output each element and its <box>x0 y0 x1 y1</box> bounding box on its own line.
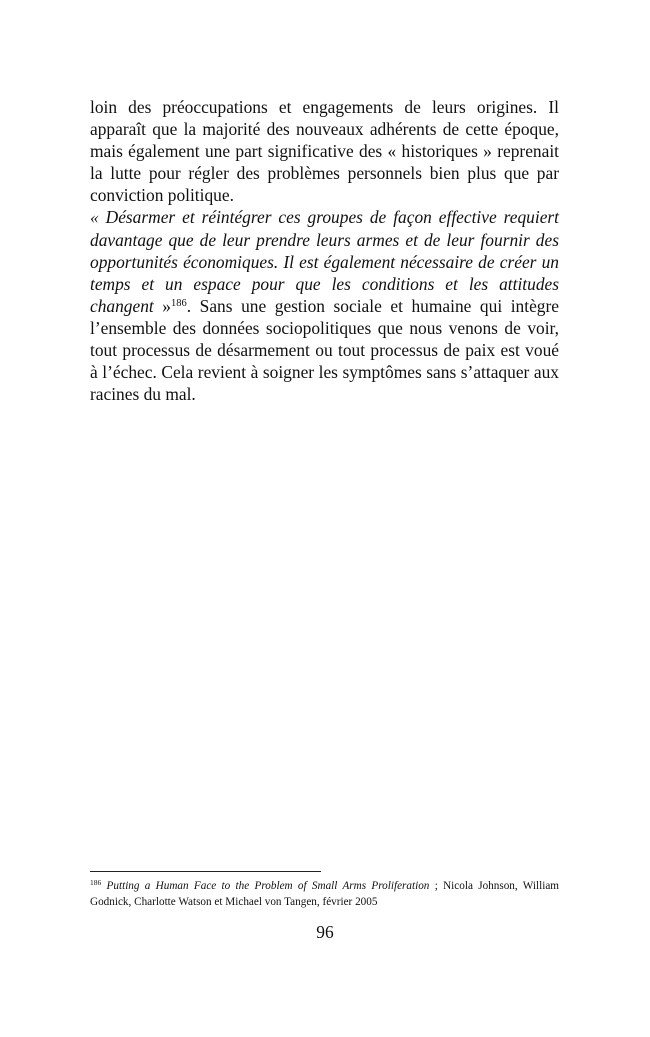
footnote-divider <box>90 871 321 872</box>
page-number: 96 <box>316 922 334 942</box>
quote-open-mark: « <box>90 207 106 228</box>
footnote <box>90 878 559 910</box>
paragraph-context: loin des préoccupations et engagements de leurs origines. Il apparaît que la majorité des nouveaux adhérents de cette époque, mais également une part significative des « historiques » reprenait la lutte pour régler des problèmes personnels bien plus que par conviction politique. <box>90 97 559 206</box>
footnote-citation: ; Nicola Johnson, William Godnick, Charlotte Watson et Michael von Tangen, février 2005 <box>90 880 559 908</box>
footnote-reference[interactable]: 186 <box>171 297 187 309</box>
quote-text: Désarmer et réintégrer ces groupes de façon effective requiert davantage que de leur prendre leurs armes et de leur fournir des opportunités économiques. Il est également nécessaire de créer un temps et un espace pour que les conditions et les attitudes changent <box>90 207 560 316</box>
quote-followup: . Sans une gestion sociale et humaine qui intègre l’ensemble des données sociopolitiques que nous venons de voir, tout processus de désarmement ou tout processus de paix est voué à l’échec. Cela revient à soigner les symptômes sans s’attaquer aux racines du mal. <box>90 295 559 405</box>
paragraph-quote <box>90 206 559 405</box>
quote-close-mark: » <box>153 295 172 316</box>
footnote-work-title: Putting a Human Face to the Problem of Small Arms Proliferation <box>106 880 430 892</box>
footnote-number: 186 <box>90 878 102 887</box>
main-text <box>90 96 559 405</box>
